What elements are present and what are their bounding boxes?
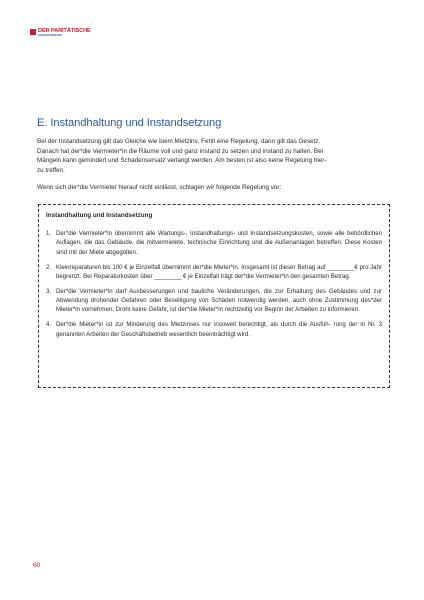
- section-heading: E. Instandhaltung und Instandsetzung: [37, 117, 222, 129]
- item-line: und die Außenanlagen betreffen. Diese Kosten sind mit der Miete abgegolten.: [56, 239, 382, 256]
- item-number: 1.: [46, 230, 52, 237]
- item-line: Gebäudes und zur Abwendung drohender Gefahren oder Beseitigung von Schäden notwendig: [56, 287, 383, 305]
- item-number: 3.: [46, 287, 52, 295]
- item-line: werden, auch ohne Zustimmung des*der Mieter*in vornehmen. Droht keine Gefahr, ist der*die: [56, 297, 383, 314]
- item-line: Der*die Mieter*in ist zur Minderung des Mietzinses nur insoweit berechtigt, als durch die Ausfüh-: [56, 321, 331, 329]
- list-item: [46, 320, 382, 339]
- logo-name: DER PARITÄTISCHE: [38, 28, 91, 34]
- item-line: auf ________€ pro Jahr begrenzt. Bei Reparaturkosten über ________ € je Einzelfall trägt der*die: [56, 263, 382, 280]
- lead-paragraph: Wenn sich der*die Vermieter hierauf nicht einlässt, schlagen wir folgende Regelung vor:: [37, 184, 282, 191]
- logo-mark-icon: [30, 29, 36, 35]
- regulation-list: [46, 229, 382, 344]
- intro-line: Bei der Instandsetzung gilt das Gleiche wie beim Mietzins. Fehlt eine Regelung, dann gilt das Gesetz.: [37, 138, 321, 145]
- intro-line: Danach hat der*die Vermieter*in die Räume voll und ganz instand zu setzen und instand zu halten. Bei: [37, 147, 323, 155]
- item-line: Mieter*in rechtzeitig vor Beginn der Arbeiten zu informieren.: [198, 306, 360, 314]
- item-text: [56, 263, 382, 282]
- regulation-box-title: Instandhaltung und Instandsetzung: [46, 212, 153, 219]
- item-line: Kleinreparaturen bis 100 € je Einzelfall übernimmt der*die Mieter*in. Insgesamt ist dieser Betrag: [56, 263, 316, 271]
- item-line: Der*die Vermieter*in übernimmt alle Wartungs-, Instandhaltungs- und Instandsetzungskosten,: [56, 230, 315, 237]
- publisher-logo: [30, 28, 91, 37]
- item-number: 4.: [46, 321, 52, 329]
- intro-line: Mängeln kann gemindert und Schadensersatz verlangt werden. Am besten ist also keine Regelung hier-: [37, 157, 327, 165]
- list-item: [46, 287, 382, 315]
- item-line: Der*die Vermieter*in darf Ausbesserungen und bauliche Veränderungen, die zur Erhaltung des: [56, 287, 326, 295]
- regulation-box: [38, 204, 390, 388]
- item-text: [56, 229, 382, 257]
- intro-line: zu treffen.: [37, 166, 65, 174]
- item-text: [56, 320, 382, 339]
- item-line: Vermieter*in den gesamten Betrag.: [255, 272, 351, 280]
- item-number: 2.: [46, 263, 52, 271]
- list-item: [46, 229, 382, 257]
- list-item: [46, 263, 382, 282]
- logo-tagline: GESAMTVERBAND: [38, 34, 62, 37]
- intro-paragraph: [37, 137, 397, 175]
- item-text: [56, 287, 382, 315]
- item-line: rung der in Nr. 3 genannten Arbeiten der Geschäftsbetrieb wesentlich beeinträchtigt wird.: [56, 321, 382, 338]
- item-line: sowie alle behördlichen Auflagen, die das Gebäude, die mitvermietete, technische Einrichtung: [56, 230, 382, 247]
- page-number: 60: [33, 562, 41, 569]
